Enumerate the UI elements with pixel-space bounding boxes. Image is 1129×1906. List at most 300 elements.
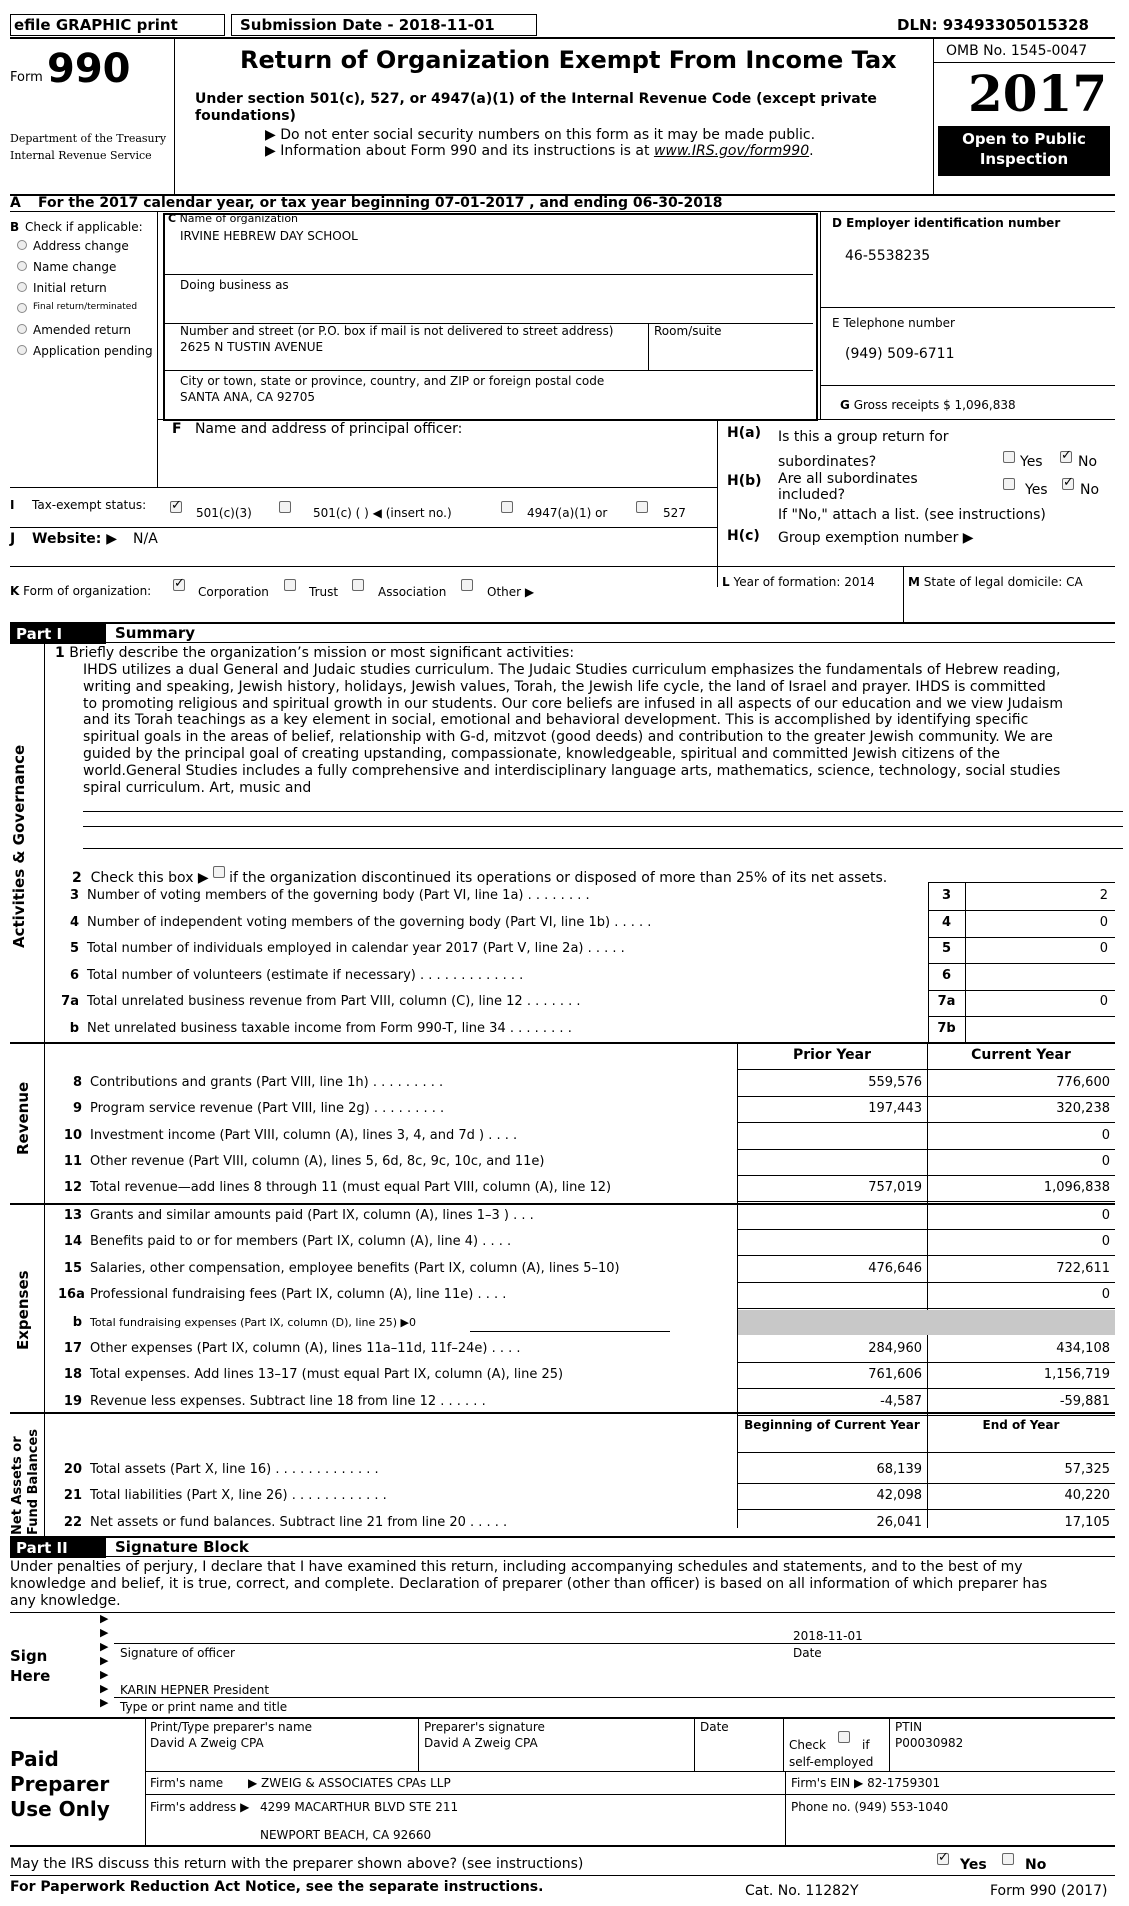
revenue-row-rule: [737, 1122, 1115, 1123]
org-name-caption: Name of organization: [179, 212, 299, 225]
submission-date: Submission Date - 2018-11-01: [240, 16, 495, 34]
gov-top-rule: [928, 882, 1115, 883]
gov-line-value: 0: [1099, 914, 1108, 930]
revenue-line: [58, 1154, 758, 1169]
h-c-label: H(c): [727, 528, 760, 544]
preparer-divider: [145, 1717, 146, 1845]
section-i-top-rule: [10, 487, 717, 488]
phone-value: (949) 509-6711: [845, 346, 955, 362]
section-b-label: B: [10, 220, 20, 234]
line-2-num: 2: [72, 870, 82, 886]
revenue-prior-value: 559,576: [868, 1075, 922, 1090]
mission-line: guided by the principal goal of creating upstanding, compassionate, knowledgeable, spiritual and committed Jewish citizens of the: [83, 746, 1000, 762]
header-divider-right: [933, 37, 934, 194]
applicable-checkbox[interactable]: [17, 282, 27, 292]
expense-line-text: Professional fundraising fees (Part IX, column (A), line 11e) . . . .: [90, 1286, 507, 1302]
line-1-text: Briefly describe the organization’s mission or most significant activities:: [69, 645, 575, 661]
mission-rule-3: [83, 848, 1123, 849]
revenue-prior-value: 757,019: [868, 1180, 922, 1196]
expense2-line: [58, 1367, 758, 1382]
gov-line-value: 0: [1099, 994, 1108, 1009]
527-checkbox[interactable]: [636, 501, 648, 513]
section-b-divider: [157, 211, 158, 487]
revenue-row-rule: [737, 1096, 1115, 1097]
gov-line-rule: [928, 963, 1115, 964]
applicable-checkbox[interactable]: [17, 303, 27, 313]
ptin-value: P00030982: [895, 1736, 964, 1750]
self-employed-checkbox[interactable]: [838, 1731, 850, 1743]
form-of-org: [10, 584, 151, 598]
officer-name: KARIN HEPNER President: [120, 1683, 270, 1697]
expense-line-text: Salaries, other compensation, employee benefits (Part IX, column (A), lines 5–10): [90, 1260, 620, 1276]
line-16b-rule: [470, 1331, 670, 1332]
revenue-line-num: 9: [72, 1101, 82, 1117]
form-number: 990: [47, 46, 131, 92]
section-f-letter: F: [172, 421, 182, 437]
type-print-label: Type or print name and title: [120, 1700, 288, 1714]
line-16b-shaded: [738, 1310, 1115, 1335]
part1-tag: Part I: [10, 624, 106, 644]
expense-row-rule: [737, 1308, 1115, 1309]
section-c-bottom-rule: [157, 419, 1115, 420]
applicable-item-label: Application pending: [33, 344, 153, 358]
form-word: Form: [10, 70, 43, 85]
expense2-prior-value: 284,960: [868, 1341, 922, 1356]
gov-line-rule: [928, 990, 1115, 991]
net-assets-line: [58, 1462, 758, 1477]
line-1-num: 1: [55, 645, 65, 661]
revenue-current-value: 1,096,838: [1043, 1180, 1110, 1196]
sign-label: Sign: [10, 1647, 48, 1665]
catalog-number: Cat. No. 11282Y: [745, 1883, 859, 1899]
year-of-formation: [722, 575, 875, 589]
gross-receipts-letter: G: [840, 398, 850, 412]
firm-name: ▶ ZWEIG & ASSOCIATES CPAs LLP: [248, 1776, 451, 1790]
applicable-item-label: Name change: [33, 260, 117, 274]
mission-line: IHDS utilizes a dual General and Judaic studies curriculum. The Judaic Studies curriculum emphasizes the fundamentals of Hebrew reading,: [83, 662, 1061, 678]
signature-label: Signature of officer: [120, 1646, 235, 1660]
col-beginning-year: Beginning of Current Year: [744, 1418, 920, 1432]
mission-rule-2: [83, 826, 1123, 827]
net-assets-current-value: 17,105: [1064, 1514, 1110, 1530]
city-label: City or town, state or province, country, and ZIP or foreign postal code: [180, 374, 605, 388]
phone-rule: [820, 385, 1115, 386]
line-16b-text: Total fundraising expenses (Part IX, column (D), line 25) ▶0: [90, 1316, 416, 1329]
expense2-line-text: Total expenses. Add lines 13–17 (must equal Part IX, column (A), line 25): [90, 1367, 564, 1383]
footer-top-rule: [10, 1845, 1115, 1847]
revenue-line-num: 10: [63, 1127, 82, 1143]
association-label: Association: [378, 585, 447, 599]
gov-line-num: 7a: [61, 994, 79, 1009]
gov-line-rule: [928, 1016, 1115, 1017]
tax-exempt-title: Tax-exempt status:: [32, 498, 147, 512]
use-only-label: Use Only: [10, 1797, 110, 1821]
website-value: N/A: [133, 531, 158, 547]
firm-address-1: 4299 MACARTHUR BLVD STE 211: [260, 1800, 459, 1814]
h-a-label: H(a): [727, 425, 761, 441]
perjury-line: Under penalties of perjury, I declare that I have examined this return, including accompanying schedules and statements, and to the best of my: [10, 1559, 1023, 1575]
applicable-item-label: Initial return: [33, 281, 107, 295]
org-name-label: [168, 212, 298, 225]
revenue-line-text: Total revenue—add lines 8 through 11 (must equal Part VIII, column (A), line 12): [90, 1180, 612, 1196]
applicable-checkbox[interactable]: [17, 261, 27, 271]
gov-line: [55, 994, 755, 1009]
h-b-no-checkbox[interactable]: [1062, 478, 1074, 490]
self-employed-label: self-employed: [789, 1755, 874, 1769]
expense2-line: [58, 1341, 758, 1356]
applicable-checkbox[interactable]: [17, 240, 27, 250]
sign-arrow-icon: ▶ ▶ ▶ ▶ ▶ ▶ ▶: [100, 1612, 109, 1709]
corporation-checkbox[interactable]: [173, 579, 185, 591]
firm-name-top-rule: [145, 1771, 1115, 1772]
paid-label: Paid: [10, 1747, 59, 1771]
department-line-2: Internal Revenue Service: [10, 149, 152, 162]
expense2-row-rule: [737, 1388, 1115, 1389]
col-current-year: Current Year: [971, 1047, 1071, 1063]
preparer-name-label: Print/Type preparer's name: [150, 1720, 313, 1734]
preparer-date-label: Date: [700, 1720, 729, 1734]
h-b-text-1: Are all subordinates: [778, 471, 918, 487]
preparer-date-divider: [694, 1717, 695, 1771]
revenue-line-text: Contributions and grants (Part VIII, line 1h) . . . . . . . . .: [90, 1075, 444, 1090]
line-16b: [58, 1315, 758, 1330]
discuss-no-label: No: [1025, 1857, 1047, 1873]
revenue-row-rule: [737, 1175, 1115, 1176]
here-label: Here: [10, 1667, 51, 1685]
net-assets-prior-value: 26,041: [876, 1514, 922, 1530]
expense2-current-value: 434,108: [1056, 1341, 1110, 1356]
mission-line: world.General Studies includes a fully comprehensive and interdisciplinary language arts, mathematics, science, technology, social studies: [83, 762, 1061, 779]
net-assets-prior-value: 42,098: [876, 1488, 922, 1504]
dba-label: Doing business as: [180, 278, 289, 292]
revenue-side-label: Revenue: [14, 1081, 32, 1155]
gov-line-rule: [928, 937, 1115, 938]
discuss-no-checkbox[interactable]: [1002, 1853, 1014, 1865]
expense-line: [58, 1234, 758, 1249]
omb-rule: [933, 62, 1115, 63]
preparer-label: Preparer: [10, 1772, 110, 1796]
info-note-end: .: [809, 143, 814, 159]
4947-checkbox[interactable]: [501, 501, 513, 513]
preparer-sig: David A Zweig CPA: [424, 1736, 538, 1750]
mission-rule-1: [83, 811, 1123, 812]
mission-line: spiritual goals in the areas of belief, relationship with G-d, mitzvot (good deeds) and contribution to the greater Jewish community. We are: [83, 729, 1053, 746]
expense2-row-rule: [737, 1415, 1115, 1416]
revenue-line: [58, 1128, 758, 1143]
expense-line-num: 16a: [58, 1286, 85, 1302]
revenue-line: [58, 1101, 758, 1116]
principal-officer: [172, 421, 462, 437]
h-a-no-label: No: [1078, 454, 1098, 470]
expense-line-text: Benefits paid to or for members (Part IX, column (A), line 4) . . . .: [90, 1234, 512, 1250]
527-label: 527: [663, 506, 686, 520]
net-assets-line-text: Total assets (Part X, line 16) . . . . . . . . . . . . .: [90, 1462, 379, 1477]
street-label: Number and street (or P.O. box if mail is not delivered to street address): [180, 324, 614, 338]
expense-row-rule: [737, 1255, 1115, 1256]
org-name-rule: [163, 274, 813, 275]
date-label: Date: [793, 1646, 822, 1660]
revenue-current-value: 0: [1101, 1127, 1110, 1143]
net-assets-prior-value: 68,139: [876, 1462, 922, 1477]
gov-line-text: Net unrelated business taxable income from Form 990-T, line 34 . . . . . . . .: [87, 1020, 572, 1036]
gov-line-box: 7b: [937, 1020, 956, 1036]
line-16b-num: b: [72, 1315, 82, 1330]
ssn-note: ▶ Do not enter social security numbers on this form as it may be made public.: [265, 127, 816, 143]
info-note: [265, 143, 814, 159]
revenue-current-value: 320,238: [1056, 1101, 1110, 1117]
gross-receipts-value: Gross receipts $ 1,096,838: [853, 398, 1016, 412]
h-a-yes-label: Yes: [1020, 454, 1043, 470]
footer-rule: [10, 1875, 1115, 1876]
revenue-line-text: Investment income (Part VIII, column (A), lines 3, 4, and 7d ) . . . .: [90, 1127, 518, 1143]
part1-title: Summary: [115, 624, 196, 642]
gov-line-num: 5: [69, 941, 79, 956]
revenue-line: [58, 1180, 758, 1195]
gov-line-num: b: [69, 1020, 79, 1036]
ptin-label: PTIN: [895, 1720, 923, 1734]
firm-name-label: Firm's name: [150, 1776, 224, 1790]
h-a-text-1: Is this a group return for: [778, 429, 949, 445]
activities-governance-side-label: Activities & Governance: [10, 744, 28, 948]
state-of-domicile-text: State of legal domicile: CA: [923, 575, 1083, 589]
revenue-prior-value: 197,443: [868, 1101, 922, 1117]
ein-rule: [820, 307, 1115, 308]
part2-tag: Part II: [10, 1538, 106, 1558]
expense-line-num: 13: [63, 1208, 82, 1223]
expense-line-num: 15: [63, 1260, 82, 1276]
paperwork-notice: For Paperwork Reduction Act Notice, see the separate instructions.: [10, 1879, 544, 1895]
if-label: if: [862, 1738, 870, 1752]
expense2-current-value: -59,881: [1059, 1393, 1110, 1409]
open-to-public-line-2: Inspection: [979, 150, 1069, 168]
gov-line-text: Number of voting members of the governing body (Part VI, line 1a) . . . . . . . .: [87, 888, 590, 903]
revenue-line-text: Other revenue (Part VIII, column (A), lines 5, 6d, 8c, 9c, 10c, and 11e): [90, 1153, 545, 1169]
street-address: 2625 N TUSTIN AVENUE: [180, 340, 324, 354]
4947-label: 4947(a)(1) or: [527, 506, 608, 520]
mission-line: to promoting religious and spiritual growth in our students. Our core beliefs are infused in all aspects of our education and we view Judaism: [83, 695, 1063, 712]
gov-line-box: 4: [941, 914, 952, 930]
h-a-no-checkbox[interactable]: [1060, 451, 1072, 463]
firm-phone: Phone no. (949) 553-1040: [791, 1800, 949, 1814]
gov-line-value: 2: [1099, 888, 1108, 903]
revenue-line: [58, 1075, 758, 1090]
gov-line: [55, 968, 755, 983]
expense2-prior-value: -4,587: [880, 1393, 922, 1409]
section-l-label: L: [722, 575, 730, 589]
revenue-header-rule: [737, 1069, 1115, 1070]
net-assets-current-value: 57,325: [1064, 1462, 1110, 1477]
applicable-item-label: Amended return: [33, 323, 132, 337]
col-prior-year: Prior Year: [792, 1047, 872, 1063]
revenue-line-num: 8: [72, 1075, 82, 1090]
irs-link[interactable]: www.IRS.gov/form990: [653, 143, 810, 159]
discuss-question: May the IRS discuss this return with the preparer shown above? (see instructions): [10, 1856, 584, 1872]
net-assets-line-text: Net assets or fund balances. Subtract line 21 from line 20 . . . . .: [90, 1514, 508, 1530]
expense-prior-value: 476,646: [868, 1260, 922, 1276]
form-subtitle: Under section 501(c), 527, or 4947(a)(1) of the Internal Revenue Code (except private foundations): [195, 91, 877, 124]
signature-line: [114, 1643, 1115, 1644]
applicable-item-label: Final return/terminated: [33, 302, 138, 312]
city-address: SANTA ANA, CA 92705: [180, 390, 316, 404]
expense2-line: [58, 1394, 758, 1409]
expense-current-value: 0: [1101, 1286, 1110, 1302]
expense-line-text: Grants and similar amounts paid (Part IX, column (A), lines 1–3 ) . . .: [90, 1208, 534, 1223]
h-b-yes-label: Yes: [1025, 482, 1048, 498]
expense2-prior-value: 761,606: [868, 1367, 922, 1383]
gov-line: [55, 888, 755, 903]
discuss-yes-label: Yes: [960, 1857, 987, 1873]
section-j-label: J: [10, 531, 16, 547]
trust-checkbox[interactable]: [284, 579, 296, 591]
expense-current-value: 0: [1101, 1208, 1110, 1223]
trust-label: Trust: [309, 585, 339, 599]
revenue-row-rule: [737, 1149, 1115, 1150]
expense2-line-text: Other expenses (Part IX, column (A), lines 11a–11d, 11f–24e) . . . .: [90, 1341, 521, 1356]
h-a-yes-checkbox[interactable]: [1003, 451, 1015, 463]
expense-line: [58, 1208, 758, 1223]
expenses-side-label: Expenses: [14, 1270, 32, 1350]
section-b-title: Check if applicable:: [25, 220, 143, 234]
sign-top-rule: [10, 1612, 1115, 1613]
other-label: Other ▶: [487, 585, 535, 599]
h-b-label: H(b): [727, 473, 762, 489]
gross-receipts: [840, 398, 1016, 412]
net-assets-side-label-1: Net Assets or: [10, 1436, 25, 1535]
net-assets-line-num: 20: [63, 1462, 82, 1477]
part2-title-rule: [10, 1556, 1115, 1557]
section-k-top-rule: [10, 566, 1115, 567]
line-a-label: A: [10, 195, 21, 211]
gov-line-box: 6: [941, 967, 952, 983]
501c3-checkbox[interactable]: [170, 501, 182, 513]
section-k-label: K: [10, 584, 20, 598]
street-rule: [163, 370, 813, 371]
revenue-top-rule: [10, 1042, 1115, 1044]
expense-line-num: 14: [63, 1234, 82, 1250]
revenue-current-value: 0: [1101, 1153, 1110, 1169]
expense-line: [58, 1261, 758, 1276]
discontinued-checkbox[interactable]: [213, 866, 225, 878]
part1-title-rule: [10, 642, 1115, 643]
preparer-top-rule: [10, 1717, 1115, 1719]
section-m-divider: [903, 566, 904, 622]
signature-date: 2018-11-01: [793, 1629, 863, 1643]
gov-line-text: Number of independent voting members of the governing body (Part VI, line 1b) . . . . .: [87, 914, 652, 930]
officer-line: [114, 1697, 1115, 1698]
h-c-text: Group exemption number ▶: [778, 530, 974, 546]
website-title: Website: ▶: [32, 531, 118, 547]
tax-year: 2017: [968, 64, 1108, 123]
association-checkbox[interactable]: [352, 579, 364, 591]
col-end-of-year: End of Year: [982, 1418, 1060, 1432]
gov-line-text: Total unrelated business revenue from Part VIII, column (C), line 12 . . . . . . .: [87, 994, 581, 1009]
line-1: [55, 645, 574, 661]
form-of-org-title: Form of organization:: [23, 584, 152, 598]
section-d-divider: [820, 211, 821, 419]
room-suite-label: Room/suite: [654, 324, 722, 338]
preparer-name: David A Zweig CPA: [150, 1736, 264, 1750]
expense-current-value: 0: [1101, 1234, 1110, 1250]
mission-line: writing and speaking, Jewish history, holidays, Jewish values, Torah, the Jewish life cycle, the land of Israel and prayer. IHDS is committed: [83, 678, 1046, 695]
revenue-line-num: 11: [63, 1153, 82, 1169]
preparer-sig-label: Preparer's signature: [424, 1720, 545, 1734]
expense2-line-text: Revenue less expenses. Subtract line 18 from line 12 . . . . . .: [90, 1393, 486, 1409]
line-a-text: For the 2017 calendar year, or tax year beginning 07-01-2017 , and ending 06-30-2018: [38, 195, 723, 211]
expense-current-value: 722,611: [1056, 1260, 1110, 1276]
gov-line-box: 3: [941, 888, 952, 903]
gov-line-rule: [928, 910, 1115, 911]
expense2-line-num: 18: [63, 1367, 82, 1383]
gov-value-left: [965, 882, 966, 1042]
state-of-domicile: [908, 575, 1083, 589]
firm-ein-label: Firm's EIN ▶: [791, 1776, 864, 1790]
firm-ein-divider: [785, 1771, 786, 1845]
form-title: Return of Organization Exempt From Income Tax: [240, 46, 897, 74]
gov-line: [55, 1021, 755, 1036]
expenses-top-rule: [10, 1203, 1115, 1205]
form-footer: Form 990 (2017): [990, 1883, 1108, 1899]
phone-label: E Telephone number: [832, 316, 955, 330]
net-assets-top-rule: [10, 1412, 1115, 1414]
corporation-label: Corporation: [198, 585, 269, 599]
year-of-formation-text: Year of formation: 2014: [733, 575, 875, 589]
mission-line: and its Torah teachings as a key element in social, emotional and behavioral development. This is accomplished by identifying specific: [83, 712, 1029, 729]
net-assets-line: [58, 1515, 758, 1530]
firm-address-2: NEWPORT BEACH, CA 92660: [260, 1828, 432, 1842]
gov-line-value: 0: [1099, 941, 1108, 956]
line-2-pre: Check this box ▶: [90, 870, 209, 886]
discuss-yes-checkbox[interactable]: [937, 1853, 949, 1865]
501c3-label: 501(c)(3): [196, 506, 252, 520]
firm-ein: [791, 1776, 940, 1790]
h-b-note: If "No," attach a list. (see instructions): [778, 507, 1046, 523]
omb-number: OMB No. 1545-0047: [946, 43, 1088, 59]
dln-number: DLN: 93493305015328: [897, 16, 1089, 34]
gov-line-num: 3: [69, 888, 79, 903]
section-c-label: C: [168, 212, 177, 225]
ein-value: 46-5538235: [845, 248, 931, 264]
501c-checkbox[interactable]: [279, 501, 291, 513]
gov-line: [55, 915, 755, 930]
net-assets-line-text: Total liabilities (Part X, line 26) . . . . . . . . . . . .: [90, 1488, 387, 1504]
applicable-checkbox[interactable]: [17, 324, 27, 334]
applicable-checkbox[interactable]: [17, 345, 27, 355]
firm-address-label: Firm's address ▶: [150, 1800, 250, 1814]
net-assets-row-rule: [737, 1483, 1115, 1484]
ein-label: D Employer identification number: [832, 216, 1061, 230]
gov-line-num: 4: [69, 914, 79, 930]
expense2-line-num: 19: [63, 1393, 82, 1409]
info-note-text: ▶ Information about Form 990 and its instructions is at: [265, 143, 654, 159]
gov-line-box: 7a: [937, 994, 956, 1009]
expense-row-rule: [737, 1229, 1115, 1230]
line-2-post: if the organization discontinued its operations or disposed of more than 25% of its net assets.: [224, 870, 888, 886]
gov-line-text: Total number of individuals employed in calendar year 2017 (Part V, line 2a) . . . . .: [87, 941, 625, 956]
mission-line: spiral curriculum. Art, music and: [83, 779, 312, 796]
ptin-divider: [889, 1717, 890, 1771]
section-h-divider: [717, 419, 718, 587]
gov-line: [55, 941, 755, 956]
preparer-sig-divider: [418, 1717, 419, 1771]
other-checkbox[interactable]: [461, 579, 473, 591]
net-assets-row-rule: [737, 1509, 1115, 1510]
part1-side-divider: [44, 642, 45, 1536]
top-rule: [10, 37, 1115, 39]
firm-ein-value: 82-1759301: [867, 1776, 941, 1790]
h-b-no-label: No: [1080, 482, 1100, 498]
h-b-yes-checkbox[interactable]: [1003, 478, 1015, 490]
gov-line-num: 6: [69, 967, 79, 983]
